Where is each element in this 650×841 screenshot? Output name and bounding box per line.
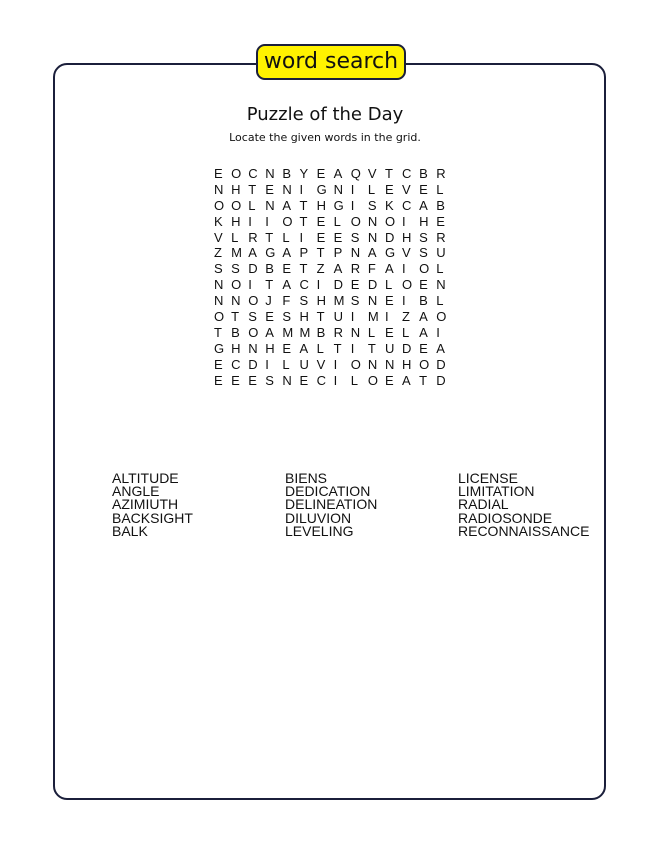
grid-cell: A <box>248 245 257 261</box>
grid-cell: L <box>436 261 444 277</box>
grid-cell: P <box>299 245 309 261</box>
grid-cell: T <box>299 261 308 277</box>
grid-cell: I <box>350 181 355 197</box>
grid-row <box>214 325 454 341</box>
grid-cell: I <box>384 309 389 325</box>
grid-row <box>214 230 454 246</box>
grid-cell: E <box>265 181 274 197</box>
grid-cell: N <box>350 324 361 340</box>
grid-cell: L <box>333 213 341 229</box>
grid-cell: I <box>402 261 406 277</box>
grid-cell: H <box>231 213 241 229</box>
grid-cell: O <box>402 277 413 293</box>
grid-cell: D <box>248 356 258 372</box>
grid-cell: H <box>402 356 412 372</box>
word-search-badge: word search <box>256 44 406 80</box>
grid-cell: B <box>419 293 428 309</box>
grid-cell: E <box>231 372 240 388</box>
grid-cell: O <box>248 324 259 340</box>
grid-cell: L <box>436 293 444 309</box>
grid-row <box>214 245 454 261</box>
grid-cell: F <box>367 261 376 277</box>
grid-cell: F <box>282 293 291 309</box>
grid-cell: A <box>419 309 428 325</box>
grid-cell: H <box>402 229 412 245</box>
grid-cell: N <box>384 356 395 372</box>
grid-cell: I <box>402 293 406 309</box>
word-list-item: DEDICATION <box>285 483 371 500</box>
grid-cell: T <box>248 181 257 197</box>
grid-cell: S <box>367 197 377 213</box>
grid-cell: V <box>367 166 377 181</box>
grid-cell: L <box>384 277 393 293</box>
word-list-item: ALTITUDE <box>112 470 179 486</box>
grid-cell: S <box>248 309 257 325</box>
grid-cell: O <box>419 356 430 372</box>
grid-cell: C <box>402 166 412 181</box>
grid-cell: T <box>419 372 428 388</box>
grid-cell: C <box>248 166 258 181</box>
grid-cell: E <box>248 372 257 388</box>
grid-cell: A <box>384 261 394 277</box>
grid-cell: H <box>419 213 429 229</box>
word-list-item: LICENSE <box>458 470 518 486</box>
grid-row <box>214 309 454 325</box>
grid-cell: A <box>367 245 377 261</box>
grid-cell: E <box>214 356 223 372</box>
grid-cell: U <box>299 356 309 372</box>
grid-cell: E <box>384 293 394 309</box>
letter-grid <box>214 166 454 388</box>
grid-cell: L <box>231 229 239 245</box>
grid-row <box>214 277 454 293</box>
grid-cell: N <box>282 372 292 388</box>
grid-cell: N <box>367 229 378 245</box>
grid-cell: O <box>231 166 242 181</box>
grid-cell: R <box>248 229 258 245</box>
grid-cell: L <box>350 372 358 388</box>
grid-cell: G <box>316 181 327 197</box>
word-list-item: AZIMIUTH <box>112 496 179 513</box>
grid-cell: E <box>282 340 292 356</box>
grid-cell: R <box>436 229 446 245</box>
word-list-item: ANGLE <box>112 483 160 500</box>
grid-cell: A <box>282 277 292 293</box>
grid-cell: A <box>419 324 428 340</box>
word-list-column-1 <box>112 472 193 538</box>
grid-cell: I <box>265 356 269 372</box>
grid-cell: E <box>299 372 309 388</box>
puzzle-title: Puzzle of the Day <box>246 104 404 125</box>
grid-cell: G <box>214 340 225 356</box>
grid-cell: A <box>282 245 292 261</box>
grid-cell: L <box>248 197 256 213</box>
grid-cell: E <box>333 229 343 245</box>
grid-cell: I <box>350 309 355 325</box>
grid-cell: A <box>333 261 343 277</box>
grid-cell: A <box>402 372 411 388</box>
grid-row <box>214 357 454 373</box>
grid-row <box>214 166 454 182</box>
grid-cell: B <box>419 166 428 181</box>
grid-cell: U <box>436 245 446 261</box>
grid-cell: A <box>265 324 274 340</box>
grid-cell: N <box>367 356 378 372</box>
grid-cell: E <box>419 181 428 197</box>
grid-cell: S <box>419 229 428 245</box>
grid-cell: I <box>436 324 440 340</box>
grid-cell: L <box>402 324 410 340</box>
grid-cell: O <box>367 372 378 388</box>
grid-cell: R <box>333 324 344 340</box>
grid-cell: M <box>367 309 379 325</box>
grid-cell: C <box>299 277 309 293</box>
grid-cell: Z <box>316 261 325 277</box>
word-list-item: LEVELING <box>285 522 354 539</box>
grid-cell: T <box>299 213 308 229</box>
grid-cell: A <box>436 340 445 356</box>
grid-cell: R <box>436 166 446 181</box>
grid-cell: S <box>350 229 360 245</box>
grid-cell: B <box>436 197 445 213</box>
grid-cell: O <box>436 309 447 325</box>
grid-cell: A <box>333 166 343 181</box>
grid-cell: G <box>384 245 396 261</box>
grid-cell: O <box>248 293 259 309</box>
grid-cell: S <box>299 293 309 309</box>
grid-cell: T <box>231 309 240 325</box>
grid-cell: E <box>384 372 394 388</box>
grid-cell: T <box>316 309 325 325</box>
grid-cell: D <box>333 277 344 293</box>
grid-cell: V <box>402 245 411 261</box>
grid-cell: I <box>333 372 338 388</box>
grid-cell: S <box>350 293 360 309</box>
grid-cell: I <box>248 213 252 229</box>
grid-cell: Q <box>350 166 361 181</box>
grid-cell: I <box>248 277 252 293</box>
word-list-item: BIENS <box>285 470 328 486</box>
puzzle-instructions: Locate the given words in the grid. <box>229 131 421 144</box>
grid-cell: O <box>350 356 361 372</box>
grid-cell: B <box>282 166 292 181</box>
grid-cell: O <box>384 213 396 229</box>
grid-cell: O <box>231 197 242 213</box>
grid-cell: O <box>350 213 361 229</box>
grid-row <box>214 198 454 214</box>
word-list-item: BALK <box>112 522 148 539</box>
grid-cell: E <box>436 213 445 229</box>
grid-cell: B <box>231 324 240 340</box>
grid-cell: D <box>436 356 446 372</box>
grid-cell: C <box>231 356 241 372</box>
grid-row <box>214 214 454 230</box>
grid-cell: H <box>231 340 241 356</box>
grid-cell: R <box>350 261 361 277</box>
grid-row <box>214 261 454 277</box>
grid-cell: M <box>299 324 311 340</box>
grid-cell: E <box>350 277 360 293</box>
grid-cell: N <box>367 213 378 229</box>
grid-cell: D <box>402 340 412 356</box>
grid-cell: P <box>333 245 343 261</box>
grid-cell: E <box>316 213 326 229</box>
grid-cell: E <box>419 340 428 356</box>
grid-cell: M <box>333 293 345 309</box>
grid-cell: N <box>367 293 378 309</box>
grid-cell: I <box>350 197 355 213</box>
grid-cell: Y <box>299 166 309 181</box>
grid-cell: B <box>316 324 326 340</box>
grid-cell: N <box>265 197 275 213</box>
grid-cell: K <box>384 197 394 213</box>
grid-cell: D <box>367 277 378 293</box>
grid-cell: N <box>265 166 275 181</box>
grid-cell: N <box>350 245 361 261</box>
grid-cell: N <box>231 293 241 309</box>
word-list-item: BACKSIGHT <box>112 509 193 526</box>
grid-cell: L <box>436 181 444 197</box>
grid-cell: T <box>299 197 308 213</box>
grid-cell: H <box>316 197 326 213</box>
grid-cell: O <box>419 261 430 277</box>
grid-cell: E <box>214 166 223 181</box>
grid-cell: S <box>231 261 240 277</box>
word-list-item: LIMITATION <box>458 483 535 500</box>
grid-cell: C <box>402 197 412 213</box>
grid-cell: C <box>316 372 326 388</box>
grid-cell: E <box>384 324 394 340</box>
grid-cell: O <box>214 197 225 213</box>
grid-cell: T <box>333 340 342 356</box>
grid-cell: E <box>265 309 274 325</box>
grid-cell: A <box>282 197 292 213</box>
grid-cell: L <box>282 356 290 372</box>
grid-cell: N <box>282 181 292 197</box>
grid-cell: A <box>419 197 428 213</box>
grid-cell: V <box>214 229 223 245</box>
grid-cell: H <box>265 340 275 356</box>
grid-cell: L <box>282 229 290 245</box>
grid-cell: U <box>384 340 395 356</box>
grid-cell: I <box>299 181 304 197</box>
grid-cell: E <box>214 372 223 388</box>
grid-cell: E <box>282 261 292 277</box>
grid-cell: G <box>333 197 344 213</box>
grid-cell: N <box>436 277 446 293</box>
grid-cell: S <box>265 372 274 388</box>
grid-cell: A <box>299 340 309 356</box>
word-list-item: DELINEATION <box>285 496 378 513</box>
grid-cell: I <box>299 229 304 245</box>
grid-cell: M <box>282 324 294 340</box>
grid-cell: D <box>436 372 446 388</box>
grid-cell: N <box>214 277 224 293</box>
grid-cell: E <box>419 277 428 293</box>
grid-cell: M <box>231 245 242 261</box>
word-list-item: RADIAL <box>458 496 509 513</box>
grid-cell: H <box>316 293 326 309</box>
grid-cell: V <box>316 356 326 372</box>
grid-cell: T <box>214 324 222 340</box>
grid-cell: O <box>282 213 293 229</box>
grid-row <box>214 182 454 198</box>
word-list-column-3 <box>458 472 589 538</box>
grid-cell: I <box>350 340 355 356</box>
grid-cell: N <box>248 340 258 356</box>
grid-cell: T <box>384 166 393 181</box>
grid-cell: O <box>231 277 242 293</box>
grid-cell: H <box>231 181 241 197</box>
grid-cell: Z <box>402 309 410 325</box>
grid-cell: L <box>367 324 376 340</box>
grid-cell: T <box>367 340 376 356</box>
grid-cell: I <box>316 277 321 293</box>
grid-cell: K <box>214 213 223 229</box>
grid-cell: Z <box>214 245 222 261</box>
word-list-item: RECONNAISSANCE <box>458 522 590 539</box>
grid-cell: E <box>316 166 326 181</box>
grid-cell: D <box>384 229 395 245</box>
grid-row <box>214 341 454 357</box>
grid-cell: D <box>248 261 258 277</box>
grid-cell: S <box>419 245 428 261</box>
grid-cell: S <box>214 261 223 277</box>
grid-cell: T <box>265 277 274 293</box>
grid-cell: N <box>214 293 224 309</box>
grid-cell: V <box>402 181 411 197</box>
grid-cell: H <box>299 309 309 325</box>
grid-cell: B <box>265 261 274 277</box>
grid-cell: G <box>265 245 276 261</box>
grid-cell: S <box>282 309 292 325</box>
grid-cell: J <box>265 293 272 309</box>
grid-cell: E <box>316 229 326 245</box>
grid-cell: I <box>333 356 338 372</box>
grid-cell: N <box>333 181 344 197</box>
grid-cell: N <box>214 181 224 197</box>
grid-row <box>214 293 454 309</box>
grid-cell: I <box>265 213 269 229</box>
grid-cell: U <box>333 309 344 325</box>
grid-cell: I <box>402 213 406 229</box>
grid-row <box>214 373 454 389</box>
grid-cell: L <box>367 181 376 197</box>
word-list-column-2 <box>285 472 377 538</box>
grid-cell: E <box>384 181 394 197</box>
word-list-item: RADIOSONDE <box>458 509 553 526</box>
word-list-item: DILUVION <box>285 509 352 526</box>
grid-cell: T <box>265 229 274 245</box>
grid-cell: T <box>316 245 325 261</box>
grid-cell: O <box>214 309 225 325</box>
grid-cell: L <box>316 340 324 356</box>
